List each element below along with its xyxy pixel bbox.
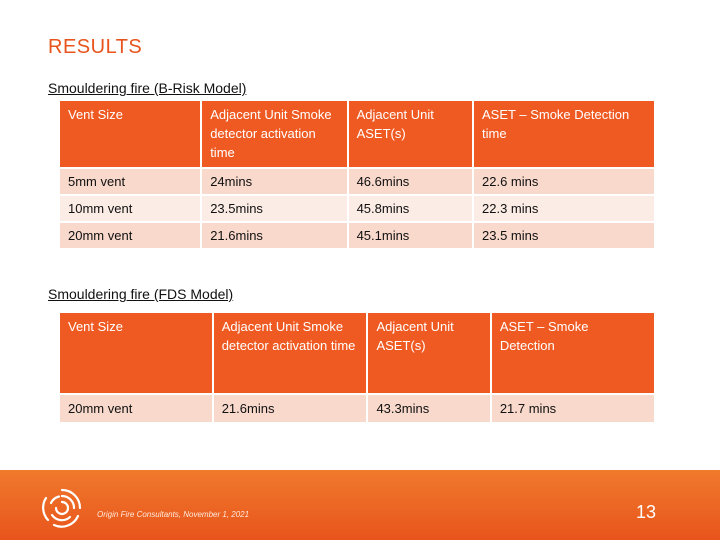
cell-detector-time: 24mins — [202, 169, 346, 194]
cell-detector-time: 23.5mins — [202, 196, 346, 221]
cell-aset-minus-detection: 23.5 mins — [474, 223, 654, 248]
header-detector-time: Adjacent Unit Smoke detector activation time — [202, 101, 346, 167]
section-heading-fds: Smouldering fire (FDS Model) — [48, 286, 234, 302]
cell-detector-time: 21.6mins — [202, 223, 346, 248]
cell-aset: 43.3mins — [368, 395, 489, 422]
cell-vent-size: 5mm vent — [60, 169, 200, 194]
cell-aset: 45.1mins — [349, 223, 472, 248]
table-row — [60, 196, 654, 221]
header-aset-minus-detection: ASET – Smoke Detection — [492, 313, 654, 393]
cell-vent-size: 10mm vent — [60, 196, 200, 221]
cell-vent-size: 20mm vent — [60, 395, 212, 422]
header-vent-size: Vent Size — [60, 313, 212, 393]
cell-detector-time: 21.6mins — [214, 395, 367, 422]
header-aset: Adjacent Unit ASET(s) — [368, 313, 489, 393]
footer-caption: Origin Fire Consultants, November 1, 2021 — [97, 510, 250, 519]
header-aset: Adjacent Unit ASET(s) — [349, 101, 472, 167]
table-row — [60, 395, 654, 422]
footer-bar — [0, 470, 720, 540]
cell-vent-size: 20mm vent — [60, 223, 200, 248]
table-header-row — [60, 101, 654, 167]
header-aset-minus-detection: ASET – Smoke Detection time — [474, 101, 654, 167]
fds-results-table — [58, 311, 656, 424]
cell-aset-minus-detection: 22.6 mins — [474, 169, 654, 194]
company-logo-icon — [40, 486, 84, 530]
table-row — [60, 169, 654, 194]
header-vent-size: Vent Size — [60, 101, 200, 167]
page-number: 13 — [635, 502, 656, 522]
brisk-results-table — [58, 99, 656, 250]
header-detector-time: Adjacent Unit Smoke detector activation time — [214, 313, 367, 393]
table-header-row — [60, 313, 654, 393]
slide-title: RESULTS — [48, 36, 143, 58]
table-row — [60, 223, 654, 248]
cell-aset: 46.6mins — [349, 169, 472, 194]
cell-aset: 45.8mins — [349, 196, 472, 221]
cell-aset-minus-detection: 22.3 mins — [474, 196, 654, 221]
section-heading-brisk: Smouldering fire (B-Risk Model) — [48, 80, 247, 96]
cell-aset-minus-detection: 21.7 mins — [492, 395, 654, 422]
